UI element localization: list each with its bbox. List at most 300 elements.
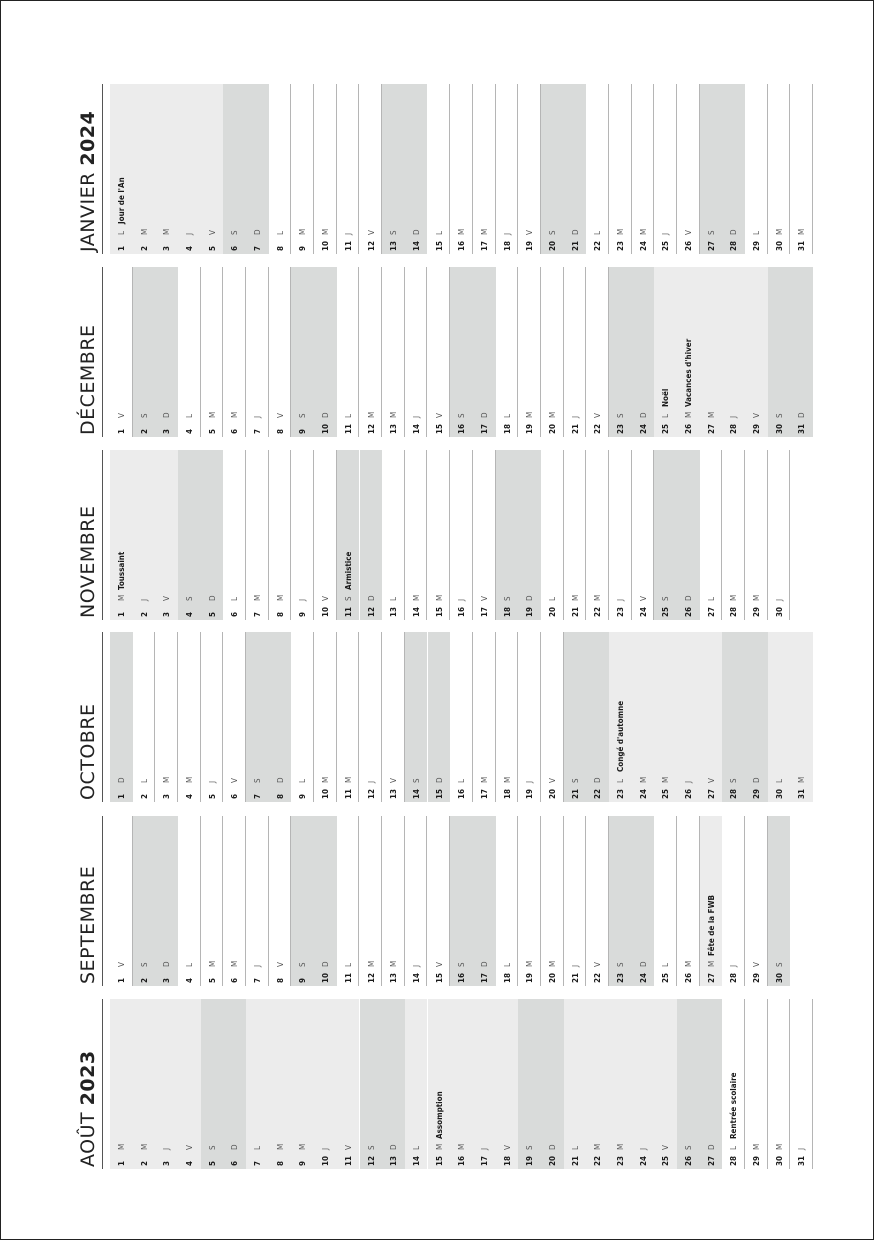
day-cell[interactable]: [450, 632, 473, 802]
day-cell[interactable]: [178, 450, 201, 620]
day-cell[interactable]: [700, 267, 723, 437]
day-number: 19: [525, 788, 535, 799]
day-cell[interactable]: [654, 267, 677, 437]
day-cell[interactable]: [223, 267, 246, 437]
day-cell[interactable]: [314, 84, 337, 254]
day-label: [185, 956, 194, 983]
day-cell[interactable]: [133, 84, 156, 254]
day-cell[interactable]: [768, 816, 791, 986]
weekday-letter: V: [434, 962, 444, 967]
day-cell[interactable]: [246, 816, 269, 986]
day-cell[interactable]: [428, 632, 451, 802]
day-label: [639, 590, 648, 617]
day-cell[interactable]: [201, 267, 224, 437]
day-label: [117, 772, 126, 799]
day-cell[interactable]: [405, 632, 428, 802]
holiday-label: Toussaint: [117, 551, 126, 590]
day-cell[interactable]: [586, 450, 609, 620]
day-cell[interactable]: [360, 84, 383, 254]
day-cell[interactable]: [677, 632, 700, 802]
day-label: [389, 407, 398, 434]
day-number: 23: [616, 788, 625, 799]
day-cell[interactable]: [291, 267, 314, 437]
day-cell[interactable]: [586, 816, 609, 986]
day-cell[interactable]: [360, 632, 383, 802]
day-cell[interactable]: [155, 267, 178, 437]
day-cell[interactable]: [155, 632, 178, 802]
day-cell[interactable]: [700, 816, 723, 986]
day-number: 30: [774, 788, 784, 799]
day-cell[interactable]: [564, 267, 587, 437]
day-cell[interactable]: [269, 84, 292, 254]
day-cell[interactable]: [291, 450, 314, 620]
day-cell[interactable]: [745, 450, 768, 620]
day-cell[interactable]: [745, 267, 768, 437]
day-number: 14: [411, 972, 421, 983]
day-label: [298, 590, 307, 617]
weekday-letter: J: [502, 232, 512, 235]
day-cell[interactable]: [722, 632, 745, 802]
month-title: [77, 703, 99, 800]
day-cell[interactable]: [609, 84, 632, 254]
day-cell[interactable]: [382, 816, 405, 986]
day-cell[interactable]: [450, 816, 473, 986]
day-label: [208, 1139, 217, 1166]
day-cell[interactable]: [722, 816, 745, 986]
day-cell[interactable]: [473, 267, 496, 437]
weekday-letter: J: [729, 415, 739, 418]
day-label: [321, 1139, 330, 1166]
day-cell[interactable]: [405, 816, 428, 986]
day-cell[interactable]: [677, 816, 700, 986]
day-number: 20: [547, 972, 557, 983]
day-cell[interactable]: [654, 999, 677, 1169]
day-number: 3: [162, 428, 172, 434]
day-cell[interactable]: [564, 450, 587, 620]
day-cell[interactable]: [110, 999, 133, 1169]
day-cell[interactable]: [586, 999, 609, 1169]
day-cell[interactable]: [428, 816, 451, 986]
weekday-letter: D: [253, 229, 263, 235]
day-cell[interactable]: [677, 84, 700, 254]
weekday-letter: J: [638, 1147, 648, 1150]
weekday-letter: S: [525, 1145, 535, 1150]
day-cell[interactable]: [473, 816, 496, 986]
day-cell[interactable]: [314, 450, 337, 620]
day-cell[interactable]: [541, 84, 564, 254]
day-number: 29: [752, 788, 761, 799]
day-cell[interactable]: [632, 816, 655, 986]
day-cell[interactable]: [178, 632, 201, 802]
day-cell[interactable]: [178, 267, 201, 437]
weekday-letter: D: [275, 777, 285, 783]
day-cell[interactable]: [246, 267, 269, 437]
day-cell[interactable]: [632, 267, 655, 437]
day-cell[interactable]: [654, 84, 677, 254]
weekday-letter: J: [479, 1147, 489, 1150]
day-cell[interactable]: [745, 84, 768, 254]
day-cell[interactable]: [246, 450, 269, 620]
day-label: [457, 224, 466, 251]
day-number: 25: [661, 606, 671, 617]
day-cell[interactable]: [609, 267, 632, 437]
day-cell[interactable]: [768, 999, 791, 1169]
day-cell[interactable]: [586, 632, 609, 802]
day-cell[interactable]: [382, 84, 405, 254]
day-cell[interactable]: [269, 632, 292, 802]
day-cell[interactable]: [745, 999, 768, 1169]
day-cell[interactable]: [700, 450, 723, 620]
day-cell[interactable]: [133, 816, 156, 986]
weekday-letter: V: [752, 962, 761, 967]
day-cell[interactable]: [677, 999, 700, 1169]
weekday-letter: M: [457, 1143, 467, 1150]
day-number: 28: [729, 788, 739, 799]
day-cell[interactable]: [790, 632, 813, 802]
weekday-letter: S: [774, 962, 784, 967]
weekday-letter: J: [366, 780, 376, 783]
day-cell[interactable]: [337, 632, 360, 802]
day-cell[interactable]: [382, 999, 405, 1169]
day-cell[interactable]: [677, 450, 700, 620]
month-rule: [102, 999, 103, 1169]
day-cell[interactable]: [518, 816, 541, 986]
day-cell[interactable]: [155, 999, 178, 1169]
day-cell[interactable]: [768, 450, 791, 620]
weekday-letter: V: [525, 230, 535, 235]
day-cell[interactable]: [223, 450, 246, 620]
day-label: [367, 1139, 376, 1166]
day-label: [684, 339, 693, 434]
day-cell[interactable]: [564, 816, 587, 986]
day-label: [389, 1139, 398, 1166]
day-number: 19: [525, 423, 535, 434]
day-number: 4: [185, 245, 194, 251]
day-cell[interactable]: [632, 999, 655, 1169]
day-cell[interactable]: [133, 999, 156, 1169]
day-cell[interactable]: [541, 450, 564, 620]
day-cell[interactable]: [110, 267, 133, 437]
day-number: 2: [139, 1160, 149, 1166]
day-cell[interactable]: [133, 450, 156, 620]
day-number: 22: [593, 423, 603, 434]
day-cell[interactable]: [518, 632, 541, 802]
day-label: [344, 224, 353, 251]
day-cell[interactable]: [654, 632, 677, 802]
weekday-letter: J: [729, 964, 739, 967]
day-cell[interactable]: [269, 816, 292, 986]
day-number: 20: [547, 606, 557, 617]
day-cell[interactable]: [405, 84, 428, 254]
day-cell[interactable]: [518, 450, 541, 620]
weekday-letter: M: [275, 1143, 285, 1150]
day-cell[interactable]: [496, 999, 519, 1169]
day-number: 30: [774, 423, 784, 434]
day-cell[interactable]: [314, 999, 337, 1169]
day-cell[interactable]: [110, 84, 133, 254]
day-cell[interactable]: [768, 632, 791, 802]
day-label: [298, 1139, 307, 1166]
day-cell[interactable]: [428, 999, 451, 1169]
day-label: [253, 590, 262, 617]
day-label: [616, 407, 625, 434]
day-cell[interactable]: [609, 450, 632, 620]
weekday-letter: L: [661, 962, 671, 967]
day-cell[interactable]: [223, 632, 246, 802]
day-label: [344, 1139, 353, 1166]
day-cell[interactable]: [700, 632, 723, 802]
day-number: 14: [411, 240, 421, 251]
day-cell[interactable]: [246, 632, 269, 802]
day-cell[interactable]: [541, 267, 564, 437]
day-cell[interactable]: [722, 999, 745, 1169]
day-cell[interactable]: [201, 632, 224, 802]
day-cell[interactable]: [382, 450, 405, 620]
day-cell[interactable]: [246, 84, 269, 254]
day-cell[interactable]: [518, 999, 541, 1169]
day-cell[interactable]: [360, 267, 383, 437]
day-cell[interactable]: [360, 816, 383, 986]
day-cell[interactable]: [428, 84, 451, 254]
day-number: 19: [525, 240, 535, 251]
weekday-letter: J: [525, 780, 535, 783]
day-cell[interactable]: [496, 84, 519, 254]
day-cell[interactable]: [314, 632, 337, 802]
day-label: [230, 590, 239, 617]
day-number: 18: [502, 240, 512, 251]
day-cell[interactable]: [700, 84, 723, 254]
day-cell[interactable]: [473, 84, 496, 254]
day-label: [412, 407, 421, 434]
day-cell[interactable]: [223, 84, 246, 254]
weekday-letter: M: [366, 411, 376, 418]
day-cell[interactable]: [609, 632, 632, 802]
day-cell[interactable]: [223, 816, 246, 986]
day-cell[interactable]: [269, 450, 292, 620]
day-cell[interactable]: [201, 816, 224, 986]
day-cell[interactable]: [564, 999, 587, 1169]
day-cell[interactable]: [586, 267, 609, 437]
weekday-letter: V: [389, 778, 399, 783]
day-cell[interactable]: [722, 84, 745, 254]
day-cell[interactable]: [450, 450, 473, 620]
day-number: 16: [457, 423, 467, 434]
day-cell[interactable]: [337, 999, 360, 1169]
day-cell[interactable]: [337, 84, 360, 254]
day-number: 19: [525, 1155, 535, 1166]
weekday-letter: M: [162, 228, 172, 235]
day-number: 26: [684, 423, 693, 434]
day-label: [344, 407, 353, 434]
day-cell[interactable]: [223, 999, 246, 1169]
day-cell[interactable]: [110, 816, 133, 986]
day-number: 24: [638, 423, 648, 434]
day-cell[interactable]: [473, 999, 496, 1169]
day-cell[interactable]: [654, 816, 677, 986]
day-number: 5: [207, 428, 217, 434]
day-number: 31: [797, 240, 807, 251]
day-cell[interactable]: [291, 84, 314, 254]
weekday-letter: J: [139, 598, 149, 601]
day-cell[interactable]: [496, 450, 519, 620]
day-cell[interactable]: [428, 450, 451, 620]
day-cell[interactable]: [133, 632, 156, 802]
day-label: [162, 956, 171, 983]
day-number: 20: [547, 423, 557, 434]
day-label: [548, 224, 557, 251]
day-label: [797, 1139, 806, 1166]
day-number: 2: [139, 977, 149, 983]
day-cell[interactable]: [405, 450, 428, 620]
day-cell[interactable]: [790, 999, 813, 1169]
day-label: [480, 407, 489, 434]
day-cell[interactable]: [722, 267, 745, 437]
day-cell[interactable]: [110, 450, 133, 620]
day-number: 12: [366, 788, 376, 799]
day-cell[interactable]: [360, 450, 383, 620]
weekday-letter: S: [185, 596, 194, 601]
day-cell[interactable]: [564, 84, 587, 254]
day-label: [457, 772, 466, 799]
day-cell[interactable]: [201, 450, 224, 620]
weekday-letter: S: [139, 413, 149, 418]
day-cell[interactable]: [201, 999, 224, 1169]
day-number: 13: [389, 240, 399, 251]
weekday-letter: M: [253, 594, 263, 601]
weekday-letter: J: [343, 232, 353, 235]
day-cell[interactable]: [722, 450, 745, 620]
day-label: [752, 1139, 761, 1166]
day-cell[interactable]: [541, 816, 564, 986]
day-cell[interactable]: [541, 632, 564, 802]
day-number: 29: [752, 423, 761, 434]
weekday-letter: L: [253, 1145, 263, 1150]
day-cell[interactable]: [178, 84, 201, 254]
month-block: [1, 267, 874, 437]
day-cell[interactable]: [291, 632, 314, 802]
day-label: [616, 590, 625, 617]
day-cell[interactable]: [473, 632, 496, 802]
day-label: [571, 956, 580, 983]
weekday-letter: D: [162, 961, 172, 967]
day-number: 9: [298, 245, 308, 251]
day-cell[interactable]: [291, 816, 314, 986]
day-cell[interactable]: [496, 267, 519, 437]
day-number: 3: [162, 611, 172, 617]
weekday-letter: M: [752, 1143, 761, 1150]
day-cell[interactable]: [314, 267, 337, 437]
day-cell[interactable]: [745, 816, 768, 986]
day-label: [162, 407, 171, 434]
month-title: [77, 111, 99, 252]
month-block: [1, 632, 874, 802]
day-number: 28: [729, 1155, 739, 1166]
day-label: [140, 590, 149, 617]
day-cell[interactable]: [609, 999, 632, 1169]
weekday-letter: M: [706, 960, 716, 967]
day-cell[interactable]: [586, 84, 609, 254]
day-cell[interactable]: [518, 84, 541, 254]
weekday-letter: V: [162, 596, 172, 601]
day-label: [548, 407, 557, 434]
day-cell[interactable]: [337, 267, 360, 437]
day-cell[interactable]: [291, 999, 314, 1169]
day-label: [367, 956, 376, 983]
day-label: [208, 590, 217, 617]
weekday-letter: S: [139, 962, 149, 967]
day-cell[interactable]: [790, 267, 813, 437]
day-cell[interactable]: [790, 84, 813, 254]
day-cell[interactable]: [133, 267, 156, 437]
day-cell[interactable]: [496, 632, 519, 802]
day-cell[interactable]: [654, 450, 677, 620]
day-cell[interactable]: [337, 450, 360, 620]
day-label: [661, 389, 670, 434]
day-label: [435, 772, 444, 799]
day-cell[interactable]: [496, 816, 519, 986]
day-cell[interactable]: [178, 816, 201, 986]
day-cell[interactable]: [677, 267, 700, 437]
day-number: 7: [253, 977, 263, 983]
day-cell[interactable]: [428, 267, 451, 437]
day-cell[interactable]: [178, 999, 201, 1169]
day-cell[interactable]: [155, 84, 178, 254]
day-cell[interactable]: [450, 267, 473, 437]
day-label: [480, 224, 489, 251]
day-cell[interactable]: [564, 632, 587, 802]
day-cell[interactable]: [269, 267, 292, 437]
day-cell[interactable]: [314, 816, 337, 986]
day-cell[interactable]: [382, 267, 405, 437]
day-cell[interactable]: [110, 632, 133, 802]
day-cell[interactable]: [201, 84, 224, 254]
month-name: OCTOBRE: [77, 703, 99, 800]
weekday-letter: M: [525, 960, 535, 967]
day-cell[interactable]: [473, 450, 496, 620]
weekday-letter: D: [207, 595, 217, 601]
day-cell[interactable]: [609, 816, 632, 986]
day-number: 13: [389, 606, 399, 617]
day-cell[interactable]: [768, 267, 791, 437]
day-cell[interactable]: [541, 999, 564, 1169]
day-number: 28: [729, 240, 739, 251]
day-cell[interactable]: [632, 632, 655, 802]
weekday-letter: V: [343, 1145, 353, 1150]
day-cell[interactable]: [632, 450, 655, 620]
day-number: 13: [389, 1155, 399, 1166]
day-cell[interactable]: [155, 816, 178, 986]
day-cell[interactable]: [155, 450, 178, 620]
day-label: [525, 1139, 534, 1166]
day-cell[interactable]: [450, 84, 473, 254]
day-cell[interactable]: [518, 267, 541, 437]
day-cell[interactable]: [360, 999, 383, 1169]
day-cell[interactable]: [337, 816, 360, 986]
day-cell[interactable]: [405, 267, 428, 437]
day-label: [503, 956, 512, 983]
day-cell[interactable]: [745, 632, 768, 802]
day-cell[interactable]: [700, 999, 723, 1169]
day-cell[interactable]: [632, 84, 655, 254]
day-number: 27: [706, 788, 716, 799]
day-cell[interactable]: [246, 999, 269, 1169]
day-cell[interactable]: [382, 632, 405, 802]
weekday-letter: L: [729, 1145, 739, 1150]
day-cell[interactable]: [450, 999, 473, 1169]
day-cell[interactable]: [768, 84, 791, 254]
day-cell[interactable]: [269, 999, 292, 1169]
day-cell[interactable]: [405, 999, 428, 1169]
